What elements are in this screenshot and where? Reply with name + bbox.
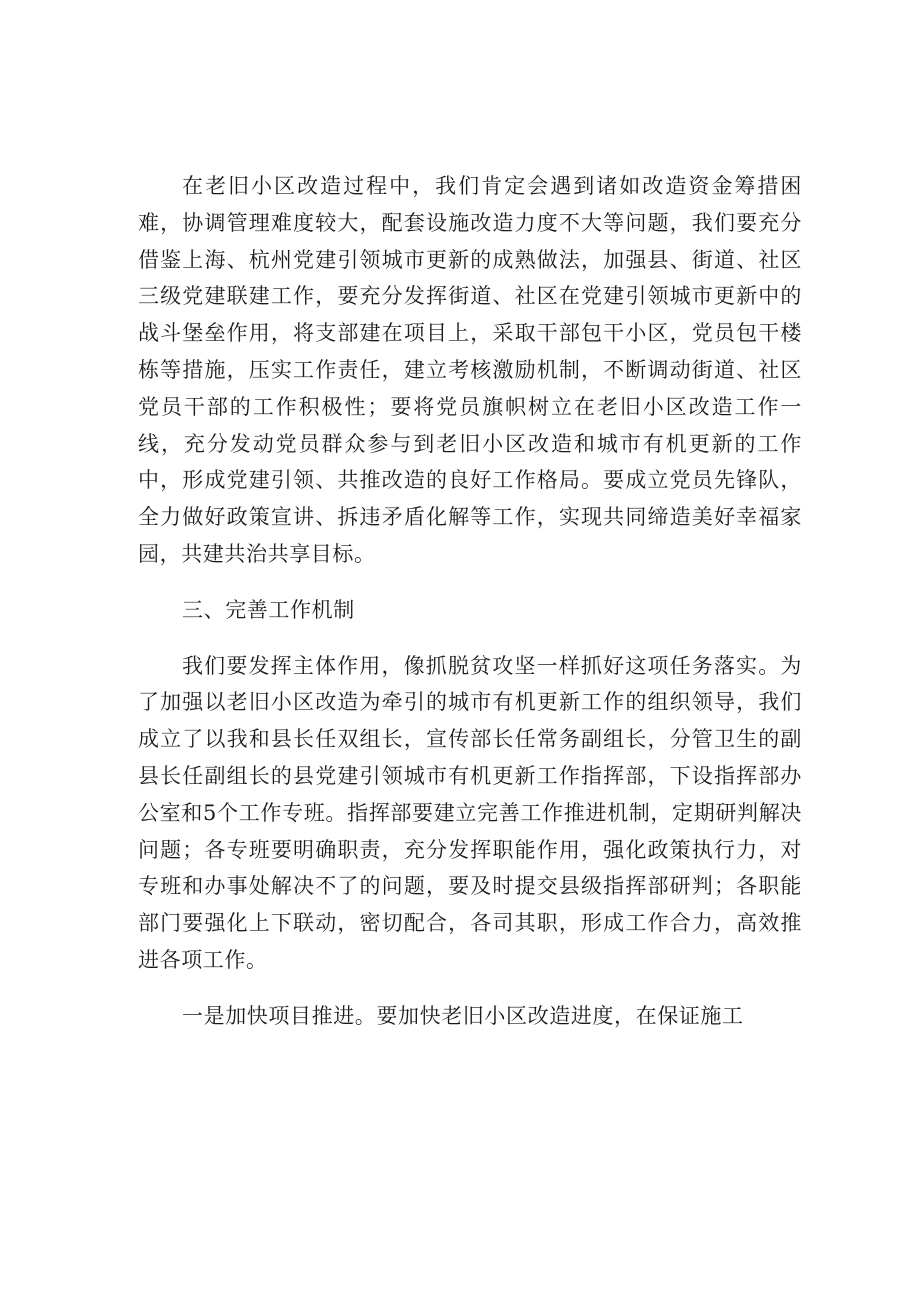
paragraph-work-mechanism: 我们要发挥主体作用，像抓脱贫攻坚一样抓好这项任务落实。为了加强以老旧小区改造为牵引的城市有机更新工作的组织领导，我们成立了以我和县长任双组长，宣传部长任常务副组长，分管卫生的副县长任副组长的县党建引领城市有机更新工作指挥部，下设指挥部办公室和5个工作专班。指挥部要建立完善工作推进机制，定期研判解决问题；各专班要明确职责，充分发挥职能作用，强化政策执行力，对专班和办事处解决不了的问题，要及时提交县级指挥部研判；各职能部门要强化上下联动，密切配合，各司其职，形成工作合力，高效推进各项工作。 <box>138 653 802 972</box>
paragraph-project-progress: 一是加快项目推进。要加快老旧小区改造进度，在保证施工 <box>182 1003 744 1028</box>
section-heading: 三、完善工作机制 <box>182 597 355 622</box>
paragraph-party-building: 在老旧小区改造过程中，我们肯定会遇到诸如改造资金筹措困难，协调管理难度较大，配套设施改造力度不大等问题，我们要充分借鉴上海、杭州党建引领城市更新的成熟做法，加强县、街道、社区三级党建联建工作，要充分发挥街道、社区在党建引领城市更新中的战斗堡垒作用，将支部建在项目上，采取干部包干小区，党员包干楼栋等措施，压实工作责任，建立考核激励机制，不断调动街道、社区党员干部的工作积极性；要将党员旗帜树立在老旧小区改造工作一线，充分发动党员群众参与到老旧小区改造和城市有机更新的工作中，形成党建引领、共推改造的良好工作格局。要成立党员先锋队，全力做好政策宣讲、拆违矛盾化解等工作，实现共同缔造美好幸福家园，共建共治共享目标。 <box>138 174 802 566</box>
document-body <box>138 168 802 1035</box>
